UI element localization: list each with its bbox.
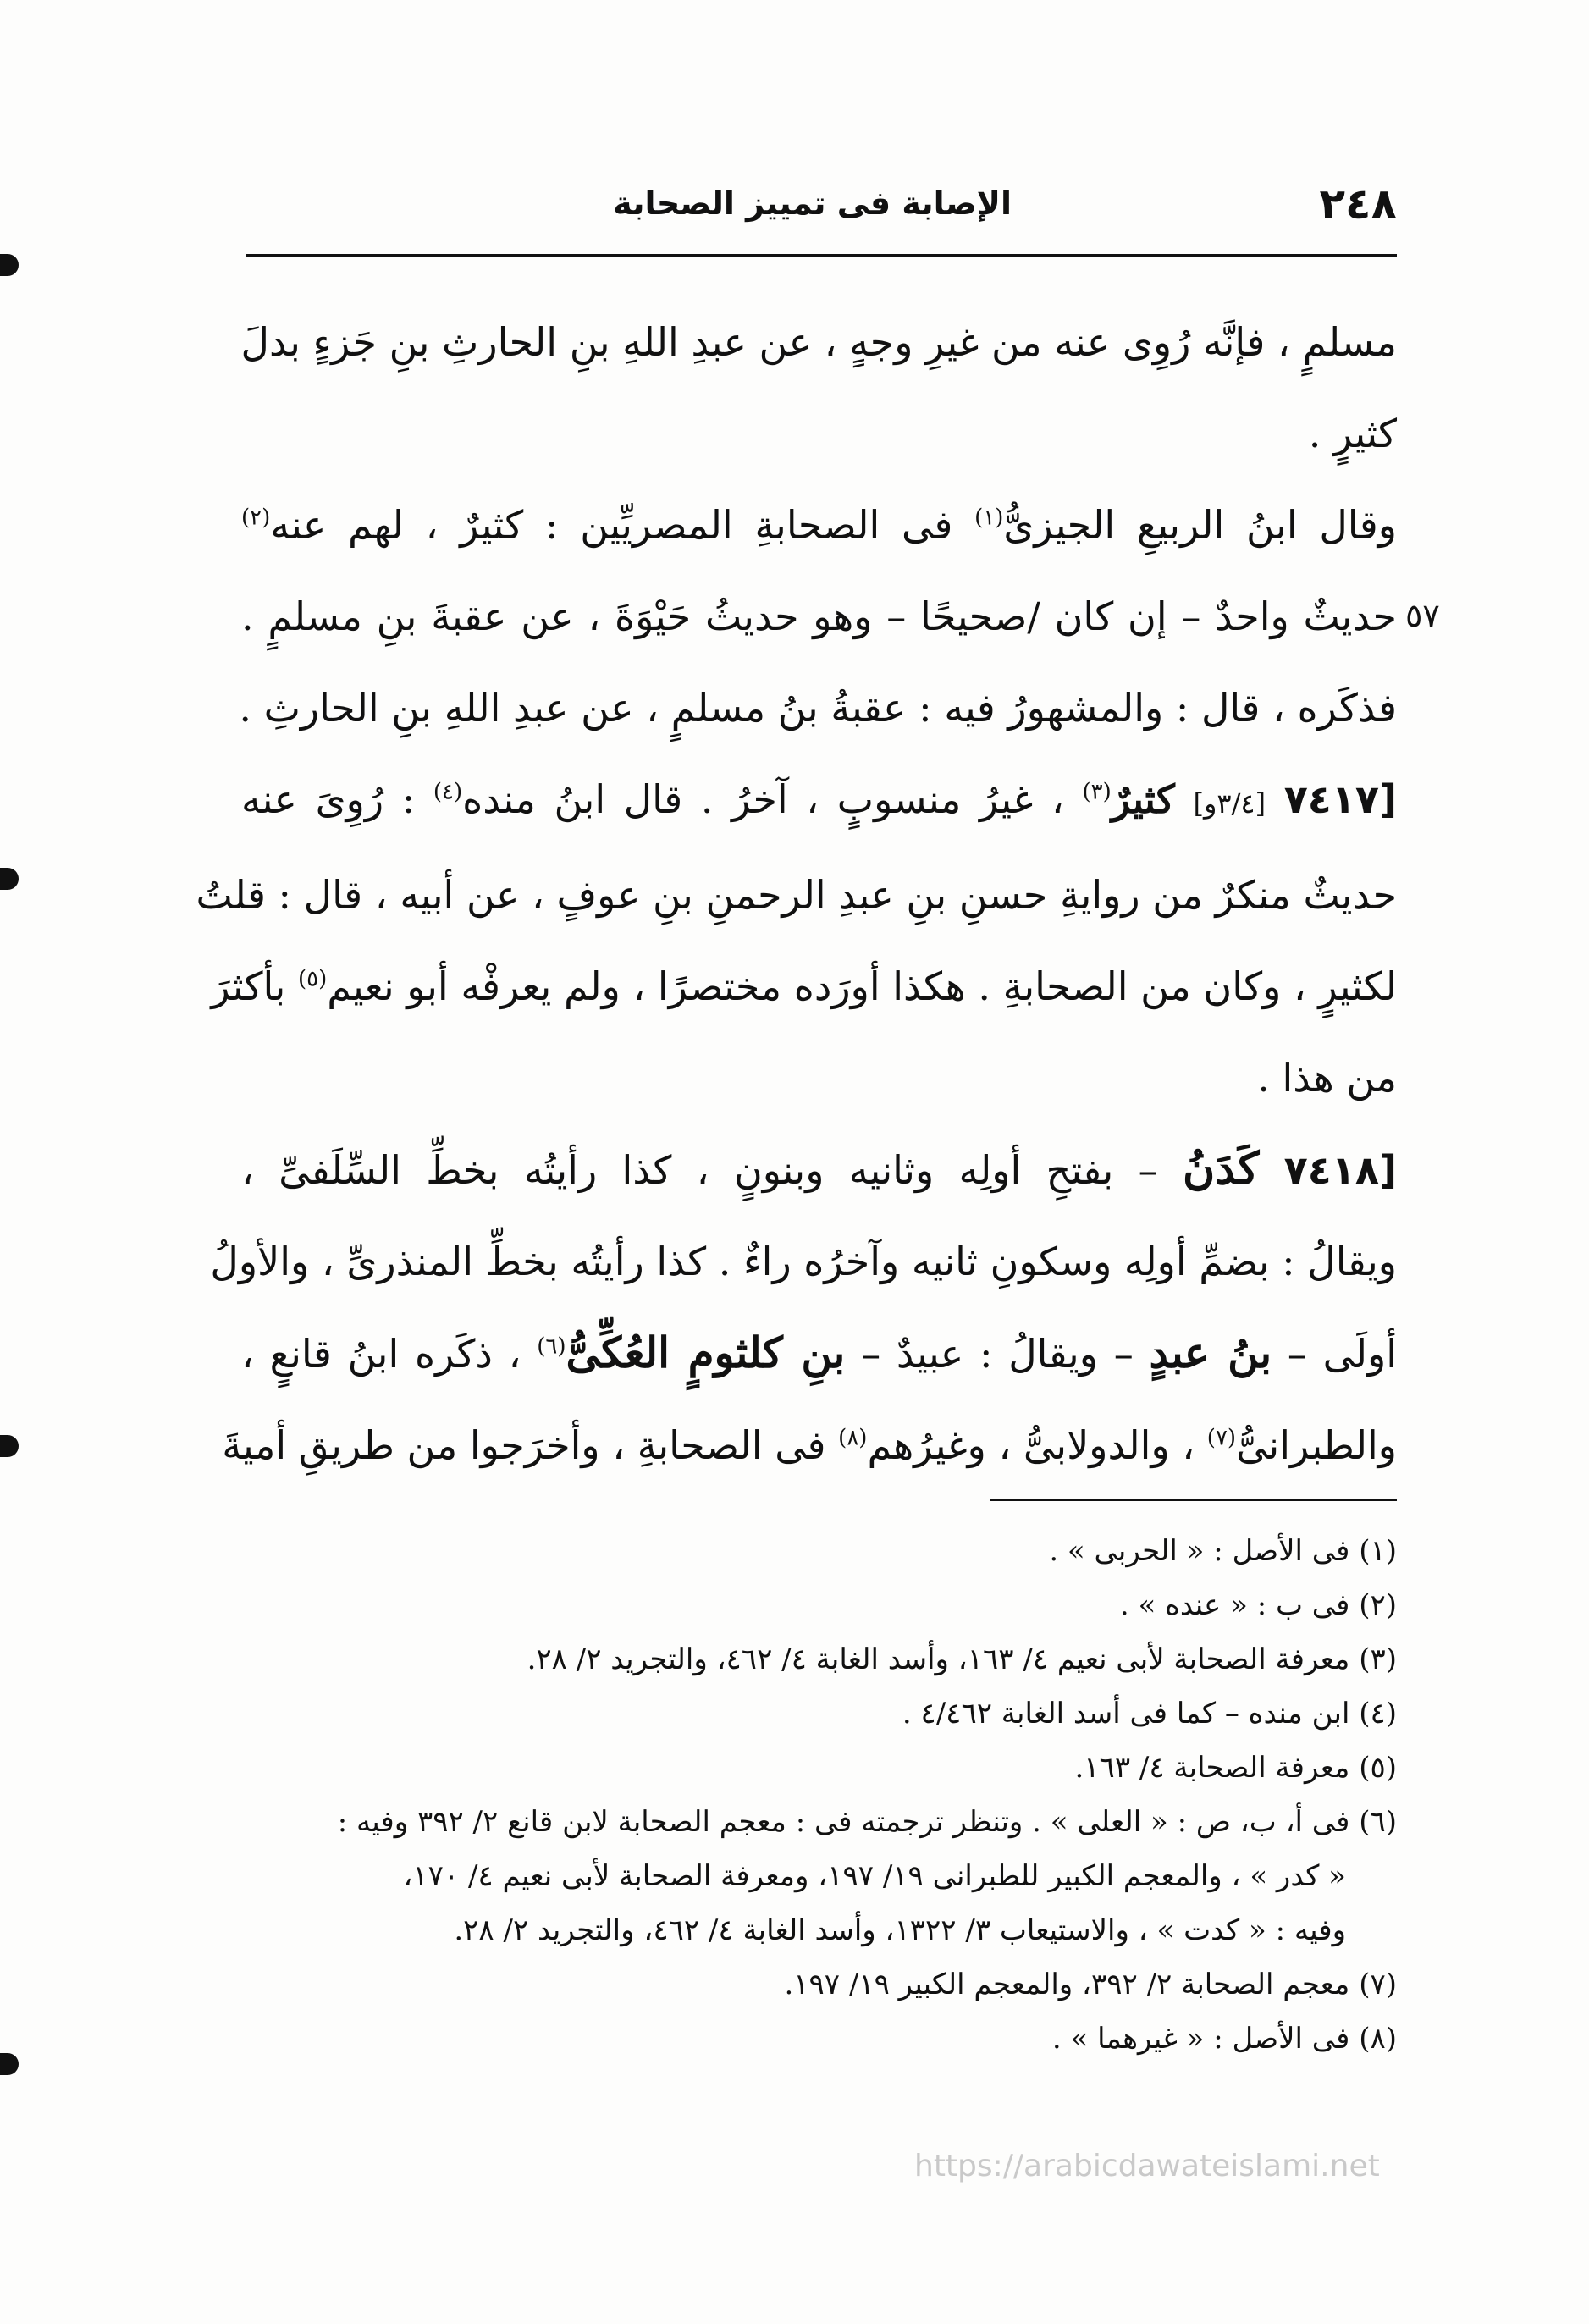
text-fragment: بأكثرَ	[211, 963, 286, 1009]
footnote-ref: (٤)	[433, 779, 463, 805]
text-fragment: والطبرانىُّ	[1236, 1422, 1397, 1468]
binding-hole-mark	[0, 1435, 19, 1457]
footnotes	[322, 1524, 1397, 2066]
text-line: حديثٌ واحدٌ – إن كان /صحيحًا – وهو حديثُ حَيْوَةَ ، عن عقبةَ بنِ مسلمٍ .	[241, 593, 1397, 639]
running-title: الإصابة فى تمييز الصحابة	[613, 185, 1012, 222]
text-fragment: غيرُ منسوبٍ ، آخرُ . قال ابنُ منده	[462, 776, 1034, 822]
footnote-continuation: « كدر » ، والمعجم الكبير للطبرانى ١٩/ ١٩٧، ومعرفة الصحابة لأبى نعيم ٤/ ١٧٠،	[403, 1859, 1346, 1893]
footnote: (٨) فى الأصل : « غيرهما » .	[1051, 2022, 1397, 2056]
entry-name: كَدَنُ	[1183, 1143, 1260, 1195]
footnote-ref: (١)	[974, 505, 1004, 531]
text-line	[241, 1307, 1397, 1399]
text-line: كثيرٍ .	[1308, 411, 1397, 456]
footnote: (١) فى الأصل : « الحربى » .	[1049, 1534, 1397, 1568]
footnote: (٢) فى ب : « عنده » .	[1119, 1588, 1397, 1622]
text-line: ويقالُ : بضمِّ أولِه وسكونِ ثانيه وآخرُه راءٌ . كذا رأيتُه بخطِّ المنذرىِّ ، والأولُ	[210, 1239, 1397, 1284]
folio-mark: [٣/٤و]	[1193, 787, 1266, 820]
footnote-ref: (٦)	[537, 1333, 566, 1360]
text-fragment: ، ذكَره ابنُ قانعٍ ،	[241, 1331, 521, 1377]
text-fragment: أولَى –	[1287, 1331, 1398, 1377]
entry-bold-name: بنُ عبدٍ	[1149, 1328, 1272, 1377]
margin-volume-number: ٥٧	[1405, 597, 1440, 634]
text-line: فذكَره ، قال : والمشهورُ فيه : عقبةُ بنُ مسلمٍ ، عن عبدِ اللهِ بنِ الحارثِ .	[239, 685, 1397, 731]
text-line: حديثٌ منكرٌ من روايةِ حسنِ بنِ عبدِ الرحمنِ بنِ عوفٍ ، عن أبيه ، قال : قلتُ	[196, 872, 1397, 918]
text-fragment: : رُوِىَ عنه	[241, 776, 416, 822]
entry-name: كثيرٌ	[1111, 776, 1175, 822]
text-line: من هذا .	[1257, 1055, 1397, 1101]
watermark-url: https://arabicdawateislami.net	[914, 2149, 1380, 2183]
footnote-ref: (٨)	[838, 1425, 868, 1451]
entry-bold-name: بنِ كلثومٍ العُكِّىُّ	[566, 1328, 846, 1377]
footnote-ref: (٥)	[297, 966, 328, 992]
entry-7418-line	[241, 1123, 1397, 1216]
footnote: (٣) معرفة الصحابة لأبى نعيم ٤/ ١٦٣، وأسد الغابة ٤/ ٤٦٢، والتجريد ٢/ ٢٨.	[527, 1642, 1397, 1676]
header-rule	[246, 254, 1397, 257]
footnote-rule	[990, 1499, 1397, 1501]
entry-number: [٧٤١٧	[1283, 776, 1398, 822]
binding-hole-mark	[0, 2053, 19, 2075]
text-line	[222, 1399, 1397, 1491]
text-fragment: – بفتحِ أولِه وثانيه وبنونٍ ، كذا رأيتُه بخطِّ السِّلَفىِّ ،	[241, 1147, 1158, 1193]
text-fragment: – ويقالُ : عبيدٌ –	[861, 1331, 1134, 1377]
text-fragment: لكثيرٍ ، وكان من الصحابةِ . هكذا أورَده مختصرًا ، ولم يعرفْه أبو نعيم	[327, 963, 1397, 1009]
entry-7417-line: [٧٤١٧ [٣/٤و] كثيرٌ$^{(٣)}$ ، غيرُ منسوبٍ ، آخرُ . قال ابنُ منده$^{(٤)}$ : رُوِىَ عنه	[241, 776, 1398, 822]
footnote-ref: (٧)	[1206, 1425, 1237, 1451]
footnote: (٤) ابن منده – كما فى أسد الغابة ٤/٤٦٢ .	[902, 1697, 1397, 1731]
text-line: مسلمٍ ، فإنَّه رُوِى عنه من غيرِ وجهٍ ، عن عبدِ اللهِ بنِ الحارثِ بنِ جَزءٍ بدلَ	[240, 319, 1397, 365]
page-header	[246, 179, 1397, 256]
text-fragment: ، والدولابىُّ ، وغيرُهم	[867, 1422, 1195, 1468]
footnote-ref: (٢)	[241, 505, 271, 531]
page-number: ٢٤٨	[1319, 179, 1397, 229]
text-fragment: وقال ابنُ الربيعِ الجيزىُّ	[1003, 502, 1397, 548]
footnote: (٧) معجم الصحابة ٢/ ٣٩٢، والمعجم الكبير ١٩/ ١٩٧.	[784, 1968, 1397, 2001]
text-line	[211, 941, 1397, 1032]
entry-number: [٧٤١٨	[1283, 1147, 1398, 1193]
footnote-continuation: وفيه : « كدت » ، والاستيعاب ٣/ ١٣٢٢، وأسد الغابة ٤/ ٤٦٢، والتجريد ٢/ ٢٨.	[454, 1913, 1346, 1947]
footnote-ref: (٣)	[1082, 779, 1112, 805]
footnote: (٥) معرفة الصحابة ٤/ ١٦٣.	[1074, 1751, 1397, 1785]
text-line	[241, 479, 1397, 571]
binding-hole-mark	[0, 868, 19, 890]
text-fragment: فى الصحابةِ المصريِّين : كثيرٌ ، لهم عنه	[270, 502, 953, 548]
text-fragment: فى الصحابةِ ، وأخرَجوا من طريقِ أميةَ	[222, 1422, 826, 1468]
main-text	[196, 296, 1398, 1491]
binding-hole-mark	[0, 254, 19, 276]
footnote: (٦) فى أ، ب، ص : « العلى » . وتنظر ترجمته فى : معجم الصحابة لابن قانع ٢/ ٣٩٢ وفيه :	[337, 1805, 1397, 1839]
